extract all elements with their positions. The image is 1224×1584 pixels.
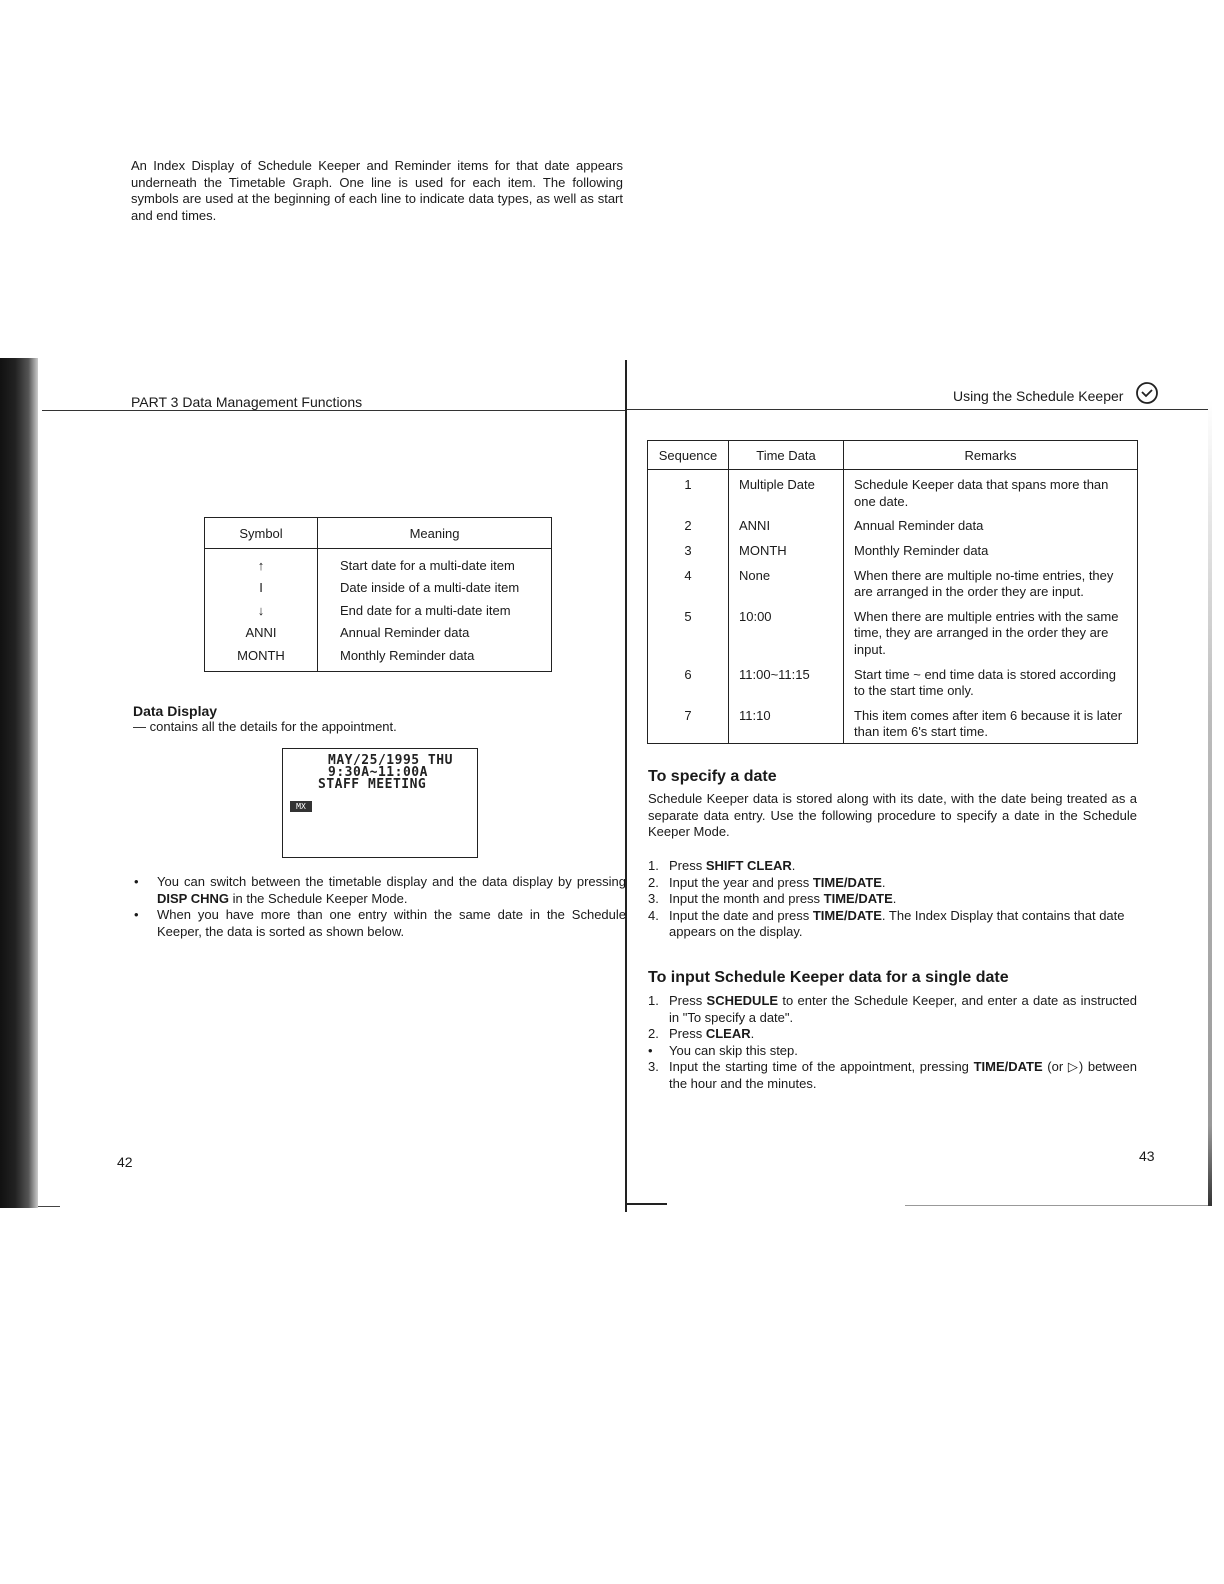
seq-cell: 3: [648, 537, 729, 562]
bullet-text: You can switch between the timetable display and the data display by pressing: [157, 874, 626, 889]
step-number: 3.: [648, 891, 659, 906]
symbol-cell: ↑: [205, 549, 318, 577]
specify-date-steps: [648, 858, 1137, 941]
table-row: [648, 537, 1138, 562]
step-text: You can skip this step.: [669, 1042, 798, 1058]
step-text: (or ▷) between the hour and the minutes.: [669, 1059, 1137, 1091]
table-row: [205, 549, 552, 577]
list-item: [648, 908, 1137, 941]
step-number: 4.: [648, 907, 659, 923]
table-row: [648, 562, 1138, 603]
seq-cell: 2: [648, 512, 729, 537]
section-heading: To specify a date: [648, 768, 777, 785]
step-text: .: [791, 858, 796, 873]
list-item: [648, 1026, 1137, 1043]
bottom-rule-right: [905, 1205, 1210, 1206]
time-cell: MONTH: [729, 537, 844, 562]
lcd-text: [307, 755, 453, 791]
step-text: .: [881, 874, 886, 890]
time-cell: None: [729, 562, 844, 603]
bullet-list: [134, 874, 626, 940]
seq-cell: 7: [648, 702, 729, 744]
key-label: TIME/DATE: [823, 891, 893, 906]
table-row: [205, 577, 552, 600]
lcd-line-time: 9:30A~11:00A: [328, 765, 428, 780]
step-text: Input the month and press: [669, 891, 824, 906]
meaning-cell: Monthly Reminder data: [340, 647, 475, 663]
scan-edge-left: [0, 358, 38, 1208]
step-text: Press: [669, 993, 707, 1008]
bullet-text: When you have more than one entry within the same date in the Schedule Keeper, the data is sorted as shown below.: [157, 907, 626, 939]
step-text: Input the year and press: [669, 874, 813, 890]
scan-edge-right: [1208, 400, 1212, 1206]
key-label: DISP CHNG: [157, 890, 229, 906]
table-row: [205, 599, 552, 622]
seq-cell: 4: [648, 562, 729, 603]
remarks-cell: Monthly Reminder data: [844, 537, 1138, 562]
list-item: [134, 907, 626, 940]
step-number: 1.: [648, 858, 659, 873]
specify-date-heading: [648, 768, 777, 786]
remarks-cell: Annual Reminder data: [844, 512, 1138, 537]
key-label: TIME/DATE: [973, 1059, 1043, 1074]
step-number: •: [648, 1042, 653, 1058]
list-item: [134, 874, 626, 907]
step-text: Input the date and press: [669, 907, 813, 923]
time-data-header: Time Data: [729, 441, 844, 470]
intro-text: An Index Display of Schedule Keeper and Reminder items for that date appears underneath the Timetable Graph. One line is used for each item. The following symbols are used at the beginning of each line to indicate data types, as well as start and end times.: [131, 158, 623, 223]
clock-icon: [1134, 380, 1160, 406]
header-rule-left: [42, 410, 625, 411]
list-item: [648, 993, 1137, 1026]
list-item: [648, 1043, 1137, 1060]
book-spine: [625, 360, 627, 1212]
remarks-cell: When there are multiple entries with the same time, they are arranged in the order they are input.: [844, 603, 1138, 661]
key-label: SHIFT CLEAR: [705, 858, 792, 873]
lcd-line-date: MAY/25/1995 THU: [328, 753, 453, 768]
symbol-header: Symbol: [205, 518, 318, 549]
meaning-cell: End date for a multi-date item: [340, 602, 511, 618]
table-row: [205, 622, 552, 645]
meaning-cell: Start date for a multi-date item: [340, 557, 515, 573]
table-row: [648, 470, 1138, 512]
seq-cell: 1: [648, 470, 729, 512]
table-row: [648, 661, 1138, 702]
symbol-cell: ↓: [205, 599, 318, 622]
key-label: CLEAR: [705, 1026, 751, 1041]
step-text: .: [892, 891, 897, 906]
bullet-text: in the Schedule Keeper Mode.: [229, 890, 408, 906]
right-page-header: Using the Schedule Keeper: [953, 388, 1124, 404]
symbol-table: [204, 517, 552, 672]
input-single-steps: [648, 993, 1137, 1092]
step-text: to enter the Schedule Keeper, and enter a date as instructed in "To specify a date".: [669, 993, 1137, 1025]
table-row: [648, 603, 1138, 661]
remarks-cell: Start time ~ end time data is stored according to the start time only.: [844, 661, 1138, 702]
specify-date-intro: Schedule Keeper data is stored along with its date, with the date being treated as a separate data entry. Use the following procedure to specify a date in the Schedule Keeper Mode.: [648, 791, 1137, 839]
table-row: [205, 644, 552, 671]
key-label: SCHEDULE: [706, 993, 779, 1008]
step-number: 2.: [648, 874, 659, 890]
time-cell: ANNI: [729, 512, 844, 537]
left-page-header: PART 3 Data Management Functions: [131, 394, 363, 410]
time-cell: 11:00~11:15: [729, 661, 844, 702]
page-number-right: 43: [1139, 1148, 1155, 1164]
key-label: TIME/DATE: [812, 874, 882, 890]
time-cell: Multiple Date: [729, 470, 844, 512]
step-number: 2.: [648, 1026, 659, 1041]
remarks-cell: This item comes after item 6 because it is later than item 6's start time.: [844, 702, 1138, 744]
header-rule-right: [627, 409, 1210, 410]
meaning-header: Meaning: [318, 518, 552, 549]
list-item: [648, 875, 1137, 892]
symbol-cell: MONTH: [205, 644, 318, 671]
remarks-cell: When there are multiple no-time entries, they are arranged in the order they are input.: [844, 562, 1138, 603]
step-text: . The Index Display that contains that date appears on the display.: [669, 907, 1125, 939]
symbol-cell: ANNI: [205, 622, 318, 645]
seq-cell: 6: [648, 661, 729, 702]
time-cell: 10:00: [729, 603, 844, 661]
section-heading: To input Schedule Keeper data for a single date: [648, 969, 1009, 986]
step-number: 3.: [648, 1059, 659, 1074]
step-text: Press: [669, 858, 706, 873]
key-label: TIME/DATE: [812, 907, 882, 923]
meaning-cell: Date inside of a multi-date item: [340, 580, 520, 596]
remarks-cell: Schedule Keeper data that spans more than one date.: [844, 470, 1138, 512]
meaning-cell: Annual Reminder data: [340, 625, 470, 641]
page-number-left: 42: [117, 1154, 133, 1170]
step-text: Press: [669, 1026, 706, 1041]
input-single-heading: [648, 969, 1009, 987]
list-item: [648, 1059, 1137, 1092]
spine-foot: [625, 1203, 667, 1205]
seq-cell: 5: [648, 603, 729, 661]
table-row: [648, 512, 1138, 537]
lcd-screen: [282, 748, 478, 858]
time-cell: 11:10: [729, 702, 844, 744]
symbol-cell: I: [205, 577, 318, 600]
data-display-heading: Data Display: [133, 703, 218, 719]
lcd-line-title: STAFF MEETING: [318, 777, 427, 792]
lcd-badge: MX: [290, 801, 312, 812]
sequence-header: Sequence: [648, 441, 729, 470]
step-text: .: [750, 1026, 755, 1041]
table-row: [648, 702, 1138, 744]
list-item: [648, 891, 1137, 908]
step-number: 1.: [648, 993, 659, 1008]
bottom-rule-left: [38, 1206, 60, 1207]
list-item: [648, 858, 1137, 875]
sequence-table: [647, 440, 1138, 744]
remarks-header: Remarks: [844, 441, 1138, 470]
step-text: Input the starting time of the appointment, pressing: [669, 1059, 974, 1074]
data-display-description: — contains all the details for the appointment.: [133, 719, 397, 734]
